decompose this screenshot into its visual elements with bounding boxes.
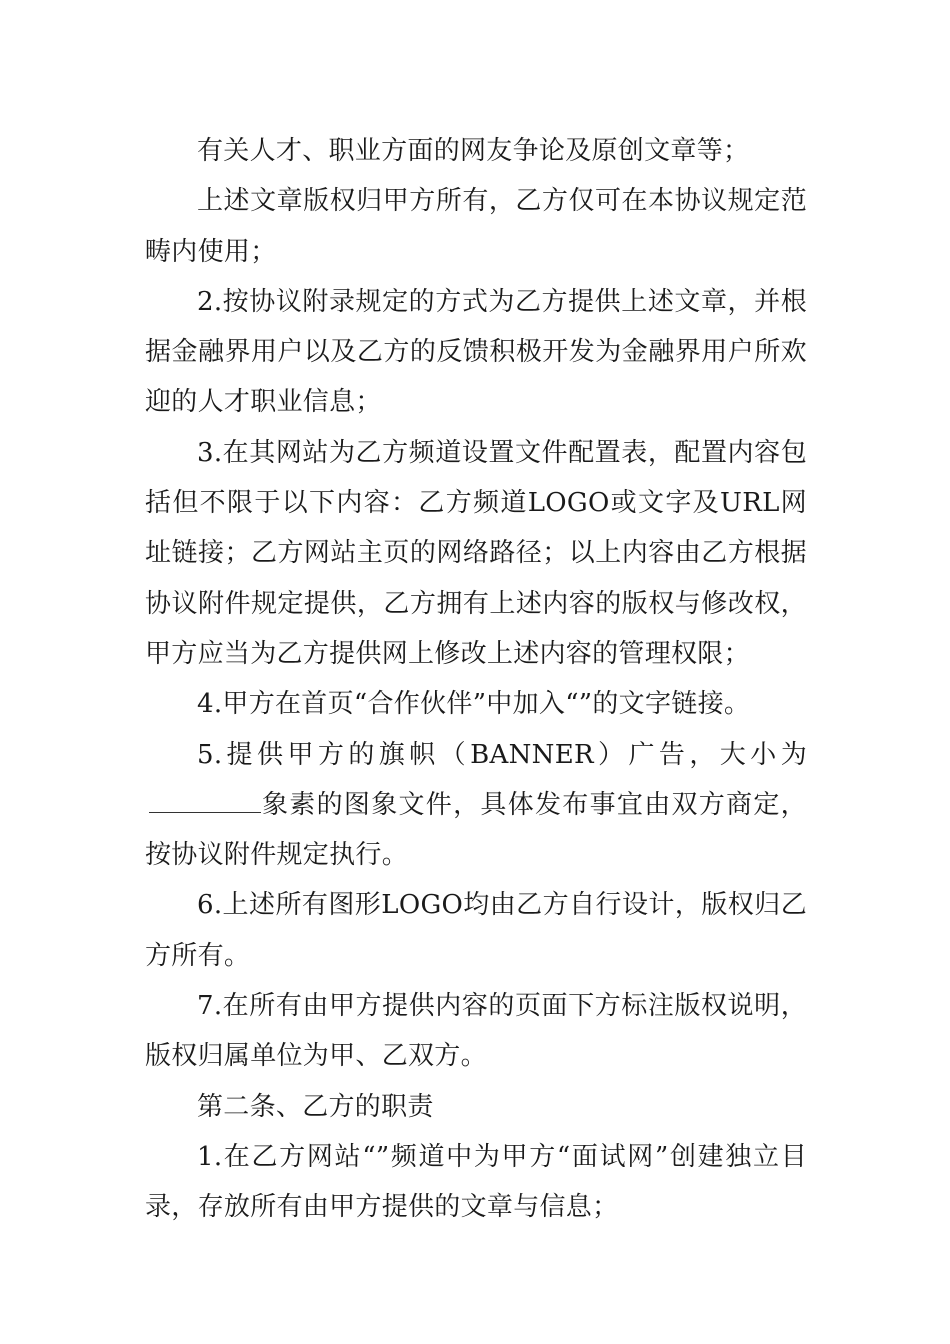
paragraph-3: 2.按协议附录规定的方式为乙方提供上述文章，并根据金融界用户以及乙方的反馈积极开发为金融界用户所欢迎的人才职业信息； (145, 286, 807, 418)
paragraph-4: 3.在其网站为乙方频道设置文件配置表，配置内容包括但不限于以下内容：乙方频道LOGO或文字及URL网址链接；乙方网站主页的网络路径；以上内容由乙方根据协议附件规定提供，乙方拥有上述内容的版权与修改权，甲方应当为乙方提供网上修改上述内容的管理权限； (145, 437, 807, 669)
paragraph-2: 上述文章版权归甲方所有，乙方仅可在本协议规定范畴内使用； (145, 186, 807, 267)
paragraph-6-tail: 象素的图象文件，具体发布事宜由双方商定，按协议附件规定执行。 (145, 789, 807, 871)
document-body (145, 126, 807, 1233)
paragraph-10: 1.在乙方网站“”频道中为甲方“面试网”创建独立目录，存放所有由甲方提供的文章与信息； (145, 1141, 807, 1223)
paragraph-8: 7.在所有由甲方提供内容的页面下方标注版权说明，版权归属单位为甲、乙双方。 (145, 991, 807, 1072)
paragraph-6-lead: 5.提供甲方的旗帜（BANNER）广告，大小为 (197, 739, 807, 770)
size-blank-line (149, 782, 261, 813)
paragraph-1: 有关人才、职业方面的网友争论及原创文章等； (197, 136, 750, 166)
paragraph-7: 6.上述所有图形LOGO均由乙方自行设计，版权归乙方所有。 (145, 890, 807, 971)
paragraph-6 (145, 730, 807, 881)
section-heading: 第二条、乙方的职责 (197, 1091, 434, 1122)
paragraph-5: 4.甲方在首页“合作伙伴”中加入“”的文字链接。 (197, 689, 751, 720)
